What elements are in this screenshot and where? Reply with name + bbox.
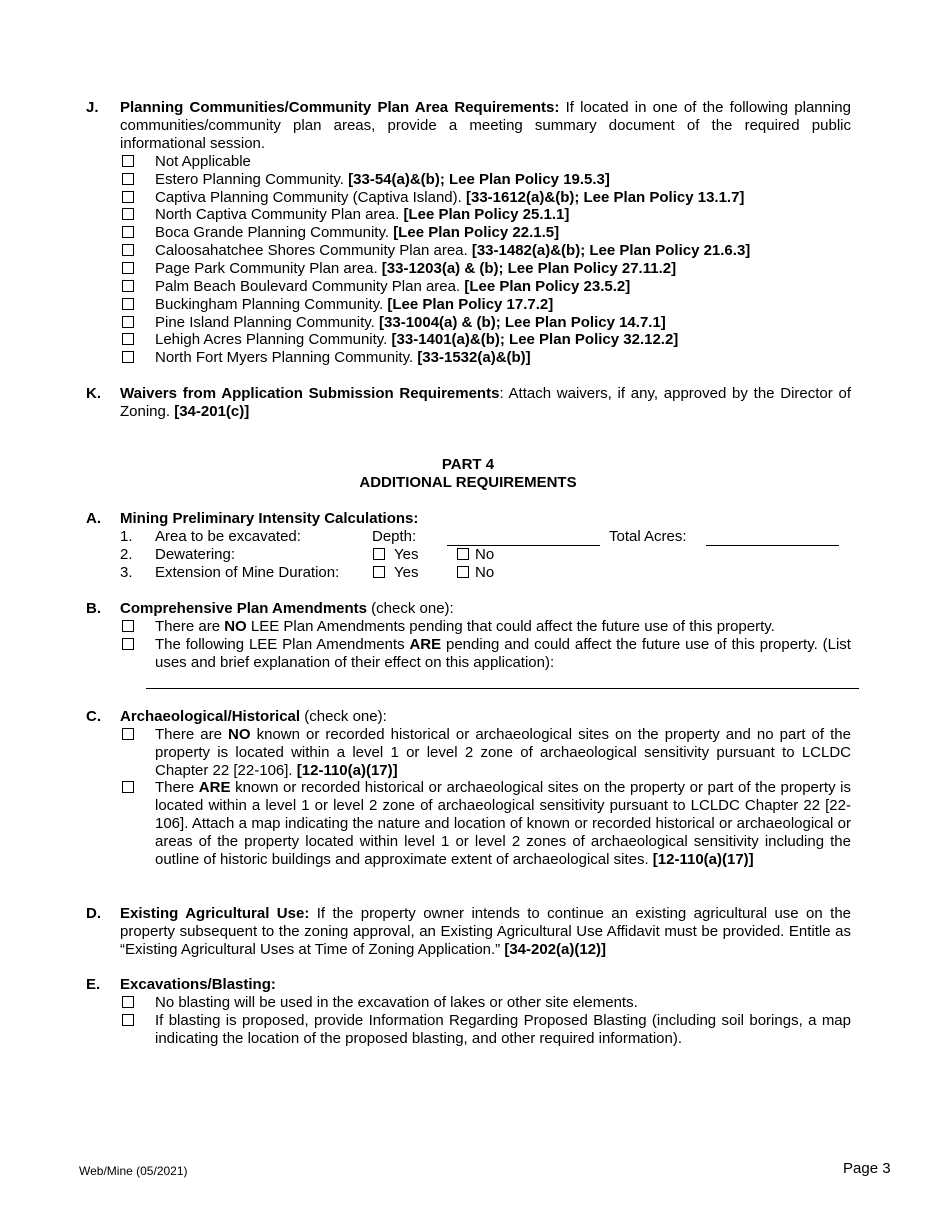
row-number: 3. <box>120 564 133 581</box>
list-item: Not Applicable <box>155 153 251 170</box>
list-item: Estero Planning Community. [33-54(a)&(b); Lee Plan Policy 19.5.3] <box>155 171 610 188</box>
no-sites-text: There are NO known or recorded historical or archaeological sites on the property and no part of the property is located within a level 1 or level 2 zone of archaeological sensitivity pursuant to LCLDC Chapter 22 [22-106]. [12-110(a)(17)] <box>155 726 851 779</box>
depth-input-line[interactable] <box>447 545 600 546</box>
no-label: No <box>475 564 495 581</box>
list-item: Boca Grande Planning Community. [Lee Plan Policy 22.1.5] <box>155 224 560 241</box>
yes-label: Yes <box>394 546 419 563</box>
checkbox-page-park[interactable] <box>122 262 134 274</box>
checkbox-sites-exist[interactable] <box>122 781 134 793</box>
list-item: Palm Beach Boulevard Community Plan area. [Lee Plan Policy 23.5.2] <box>155 278 631 295</box>
checkbox-north-fort-myers[interactable] <box>122 351 134 363</box>
depth-label: Depth: <box>372 528 417 545</box>
checkbox-lehigh-acres[interactable] <box>122 333 134 345</box>
checkbox-blasting-proposed[interactable] <box>122 1014 134 1026</box>
checkbox-dewatering-no[interactable] <box>457 548 469 560</box>
checkbox-no-blasting[interactable] <box>122 996 134 1008</box>
section-j-letter: J. <box>86 99 99 116</box>
list-item: Lehigh Acres Planning Community. [33-1401(a)&(b); Lee Plan Policy 32.12.2] <box>155 331 679 348</box>
list-item: Page Park Community Plan area. [33-1203(a) & (b); Lee Plan Policy 27.11.2] <box>155 260 677 277</box>
no-amendments-text: There are NO LEE Plan Amendments pending that could affect the future use of this property. <box>155 618 775 635</box>
section-j-heading: Planning Communities/Community Plan Area Requirements: <box>120 99 560 116</box>
amendments-explanation-line[interactable] <box>146 688 859 689</box>
checkbox-buckingham[interactable] <box>122 298 134 310</box>
section-d-letter: D. <box>86 905 101 922</box>
checkbox-no-amendments[interactable] <box>122 620 134 632</box>
no-blasting-text: No blasting will be used in the excavation of lakes or other site elements. <box>155 994 638 1011</box>
total-acres-input-line[interactable] <box>706 545 839 546</box>
section-e-letter: E. <box>86 976 101 993</box>
checkbox-palm-beach-blvd[interactable] <box>122 280 134 292</box>
part-subtitle: ADDITIONAL REQUIREMENTS <box>359 474 577 491</box>
checkbox-pine-island[interactable] <box>122 316 134 328</box>
section-c-letter: C. <box>86 708 101 725</box>
section-b-heading: Comprehensive Plan Amendments (check one): <box>120 600 454 617</box>
footer-form-id: Web/Mine (05/2021) <box>79 1164 188 1178</box>
section-a-heading: Mining Preliminary Intensity Calculations: <box>120 510 419 527</box>
list-item: Pine Island Planning Community. [33-1004(a) & (b); Lee Plan Policy 14.7.1] <box>155 314 666 331</box>
section-c-heading: Archaeological/Historical (check one): <box>120 708 387 725</box>
checkbox-north-captiva[interactable] <box>122 208 134 220</box>
list-item: North Fort Myers Planning Community. [33-1532(a)&(b)] <box>155 349 531 366</box>
amendments-pending-text: The following LEE Plan Amendments ARE pending and could affect the future use of this property. (List uses and brief explanation of their effect on this application): <box>155 636 851 671</box>
list-item: Caloosahatchee Shores Community Plan area. [33-1482(a)&(b); Lee Plan Policy 21.6.3] <box>155 242 751 259</box>
total-acres-label: Total Acres: <box>609 528 687 545</box>
checkbox-boca-grande[interactable] <box>122 226 134 238</box>
section-a-letter: A. <box>86 510 101 527</box>
checkbox-caloosahatchee[interactable] <box>122 244 134 256</box>
yes-label: Yes <box>394 564 419 581</box>
section-e-heading: Excavations/Blasting: <box>120 976 276 993</box>
section-d-text: Existing Agricultural Use: If the property owner intends to continue an existing agricultural use on the property subsequent to the zoning approval, an Existing Agricultural Use Affidavit must be provided. Entitle as “Existing Agricultural Uses at Time of Zoning Application.” [34-202(a)(12)] <box>120 905 852 958</box>
section-b-letter: B. <box>86 600 101 617</box>
checkbox-captiva[interactable] <box>122 191 134 203</box>
checkbox-no-sites[interactable] <box>122 728 134 740</box>
checkbox-dewatering-yes[interactable] <box>373 548 385 560</box>
row-number: 1. <box>120 528 133 545</box>
blasting-proposed-text: If blasting is proposed, provide Information Regarding Proposed Blasting (including soil borings, a map indicating the location of the proposed blasting, and other required information). <box>155 1012 851 1047</box>
extension-label: Extension of Mine Duration: <box>155 564 340 581</box>
dewatering-label: Dewatering: <box>155 546 236 563</box>
checkbox-not-applicable[interactable] <box>122 155 134 167</box>
section-k-text: Waivers from Application Submission Requirements: Attach waivers, if any, approved by the Director of Zoning. [34-201(c)] <box>120 385 852 420</box>
part-title: PART 4 <box>441 456 495 473</box>
list-item: North Captiva Community Plan area. [Lee Plan Policy 25.1.1] <box>155 206 570 223</box>
row-number: 2. <box>120 546 133 563</box>
checkbox-extension-no[interactable] <box>457 566 469 578</box>
checkbox-extension-yes[interactable] <box>373 566 385 578</box>
section-j-text: If located in one of the following planning communities/community plan areas, provide a meeting summary document of the required public informational session. <box>120 99 851 152</box>
sites-exist-text: There ARE known or recorded historical or archaeological sites on the property or part of the property is located within a level 1 or level 2 zone of archaeological sensitivity pursuant to LCLDC Chapter 22 [22-106]. Attach a map indicating the nature and location of known or recorded historical or archaeological or areas of the property located within level 1 or level 2 zones of archaeological sensitivity including the outline of historic buildings and approximate extent of archaeological sites. [12-110(a)(17)] <box>155 779 851 868</box>
list-item: Buckingham Planning Community. [Lee Plan Policy 17.7.2] <box>155 296 554 313</box>
list-item: Captiva Planning Community (Captiva Island). [33-1612(a)&(b); Lee Plan Policy 13.1.7] <box>155 189 745 206</box>
checkbox-estero[interactable] <box>122 173 134 185</box>
section-j-intro <box>120 99 851 153</box>
page-number: Page 3 <box>843 1160 891 1177</box>
no-label: No <box>475 546 495 563</box>
section-k-letter: K. <box>86 385 101 402</box>
checkbox-amendments-pending[interactable] <box>122 638 134 650</box>
area-excavated-label: Area to be excavated: <box>155 528 301 545</box>
